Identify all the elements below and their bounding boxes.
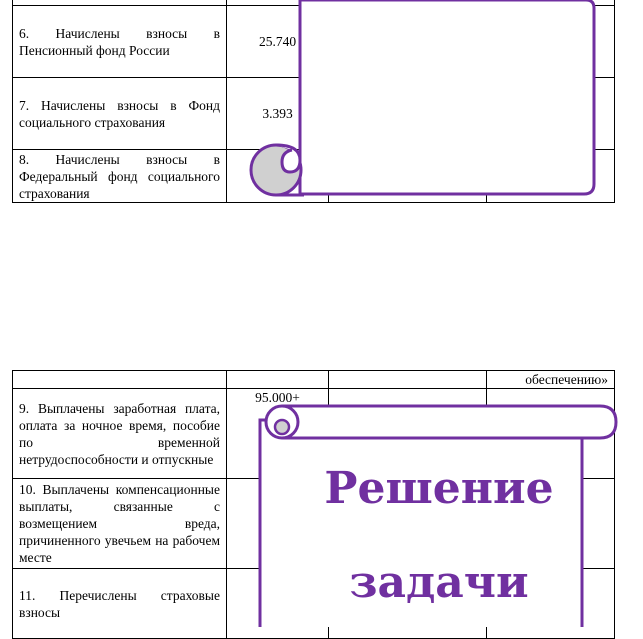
scroll-top-roll bbox=[284, 406, 616, 438]
solution-scroll-banner bbox=[256, 398, 622, 627]
amount-cell bbox=[227, 371, 329, 389]
operation-cell: 11. Перечислены страховые взносы bbox=[13, 569, 227, 639]
table-row bbox=[13, 371, 615, 389]
banner-title-line-2: задачи bbox=[349, 557, 529, 608]
top-scroll-banner bbox=[248, 0, 608, 200]
amount-cell: 95.000+ bbox=[227, 389, 329, 479]
amount-cell: 3.393 bbox=[227, 78, 329, 150]
operation-cell: 10. Выплачены компенсационные выплаты, связанные с возмещением вреда, причиненного увечьем на рабочем месте bbox=[13, 479, 227, 569]
operation-cell: 7. Начислены взносы в Фонд социального страхования bbox=[13, 78, 227, 150]
operation-cell: 6. Начислены взносы в Пенсионный фонд России bbox=[13, 6, 227, 78]
note-cell: обеспечению» bbox=[487, 371, 615, 389]
scroll-shape bbox=[248, 0, 608, 200]
scroll-body bbox=[300, 0, 594, 194]
amount-cell: 25.740 bbox=[227, 6, 329, 78]
operation-cell: 9. Выплачены заработная плата, оплата за ночное время, пособие по временной нетрудоспособности и отпускные bbox=[13, 389, 227, 479]
operation-cell bbox=[13, 371, 227, 389]
scroll-curl-inner bbox=[275, 420, 289, 434]
operation-cell: 8. Начислены взносы в Федеральный фонд социального страхования bbox=[13, 150, 227, 203]
banner-title-line-1: Решение bbox=[324, 463, 554, 514]
account-cell bbox=[329, 371, 487, 389]
